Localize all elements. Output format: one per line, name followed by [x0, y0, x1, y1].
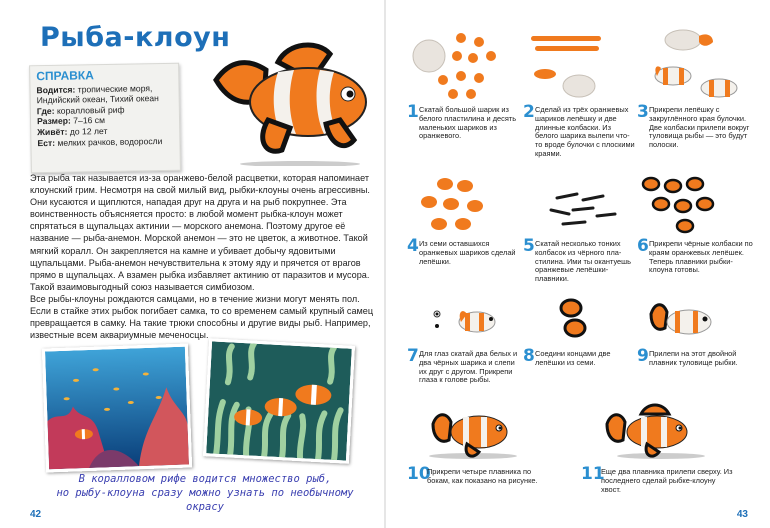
step-6: 6 Прикрепи чёрные колбаски по краям оранжевых лепёшек. Теперь плавники рыбки-клоуна готовы. [637, 174, 755, 284]
step-1-image [407, 28, 507, 100]
step-7-image [407, 292, 507, 346]
info-card [29, 63, 181, 174]
article-text [30, 172, 374, 341]
step-9: 9 Прилепи на этот двойной плавник туловище рыбки. [637, 292, 755, 388]
info-row-size: Размер: 7–16 см [36, 115, 106, 127]
step-5-image [523, 174, 623, 236]
info-card-heading: СПРАВКА [36, 68, 94, 84]
clownfish-model-image [208, 40, 378, 166]
step-10-image [407, 400, 517, 460]
step-4-image [407, 174, 507, 236]
page-title: Рыба-клоун [40, 22, 231, 53]
step-4: 4 Из семи оставшихся оранжевых шариков сделай лепёшки. [407, 174, 525, 284]
paragraph: Все рыбы-клоуны рождаются самцами, но в течение жизни могут менять пол. Если в стайке этих рыбок погибает самка, то со временем самый крупный самец превращается в самку. На такие трюки способны и другие виды рыб. Например, известные всем аквариумные меченосцы. [30, 293, 374, 341]
step-6-image [637, 174, 747, 236]
info-row-where: Где: коралловый риф [36, 104, 125, 116]
info-row-lifespan: Живёт: до 12 лет [37, 125, 108, 138]
step-8: 8 Соедини концами две лепёшки из семи. [523, 292, 641, 388]
step-10: 10 Прикрепи четыре плавника по бокам, как показано на рисунке. [407, 400, 557, 510]
step-7: 7 Для глаз скатай два белых и два чёрных шарика и слепи их друг с другом. Прикрепи глаза к голове рыбы. [407, 292, 525, 388]
step-8-image [523, 292, 623, 346]
right-page [385, 0, 770, 528]
step-1: 1 Скатай большой шарик из белого пластилина и десять маленьких шариков из оранжевого. [407, 28, 525, 158]
step-11-image [581, 400, 711, 460]
coral-reef-photo [42, 343, 192, 472]
step-3: 3 Прикрепи лепёшку с закруглённого края булочки. Две колбаски прилепи вокруг туловища рыбы — это будут полоски. [637, 28, 755, 158]
paragraph: Эта рыба так называется из-за оранжево-белой расцветки, которая напоминает клоунский грим. Несмотря на свой милый вид, рыбки-клоуны очень агрессивны. Они кусаются и щиплются, нападая друг на друга и на рыб покрупнее. Эта воинственность объясняется просто: в любой момент рыбка-клоун может спрятаться в щупальцах актинии — морского анемона. Поэтому другое её название — рыба-анемон. Морской анемон — это не цветок, а животное. Такой мягкий коралл. Он закрепляется на камне и убивает добычу ядовитыми щупальцами. Рыба-анемон нечувствительна к этому яду и прячется от врагов прямо в щупальцах. А взамен рыбка избавляет актинию от паразитов и мусора. Такой взаимовыгодный союз называется симбиозом. [30, 173, 370, 292]
step-3-image [637, 28, 747, 100]
anemone-clownfish-photo [203, 338, 355, 463]
page-number-left: 42 [30, 509, 42, 520]
info-row-food: Ест: мелких рачков, водоросли [37, 135, 163, 148]
page-number-right: 43 [736, 509, 748, 520]
step-5: 5 Скатай несколько тонких колбасок из чёрного пластилина. Ими ты окантуешь оранжевые лепёшки-плавники. [523, 174, 641, 284]
info-row-habitat: Водится: тропические моря, Индийский океан, Тихий океан [36, 82, 159, 106]
step-2: 2 Сделай из трёх оранжевых шариков лепёшку и две длинные колбаски. Из белого шарика вылепи что-то вроде булочки с плоскими краями. [523, 28, 641, 158]
step-9-image [637, 292, 747, 346]
step-2-image [523, 28, 623, 100]
photo-caption: В коралловом рифе водится множество рыб, но рыбу-клоуна сразу можно узнать по необычному окрасу [56, 473, 354, 513]
step-11: 11 Еще два плавника прилепи сверху. Из последнего сделай рыбке-клоуну хвост. [581, 400, 741, 510]
